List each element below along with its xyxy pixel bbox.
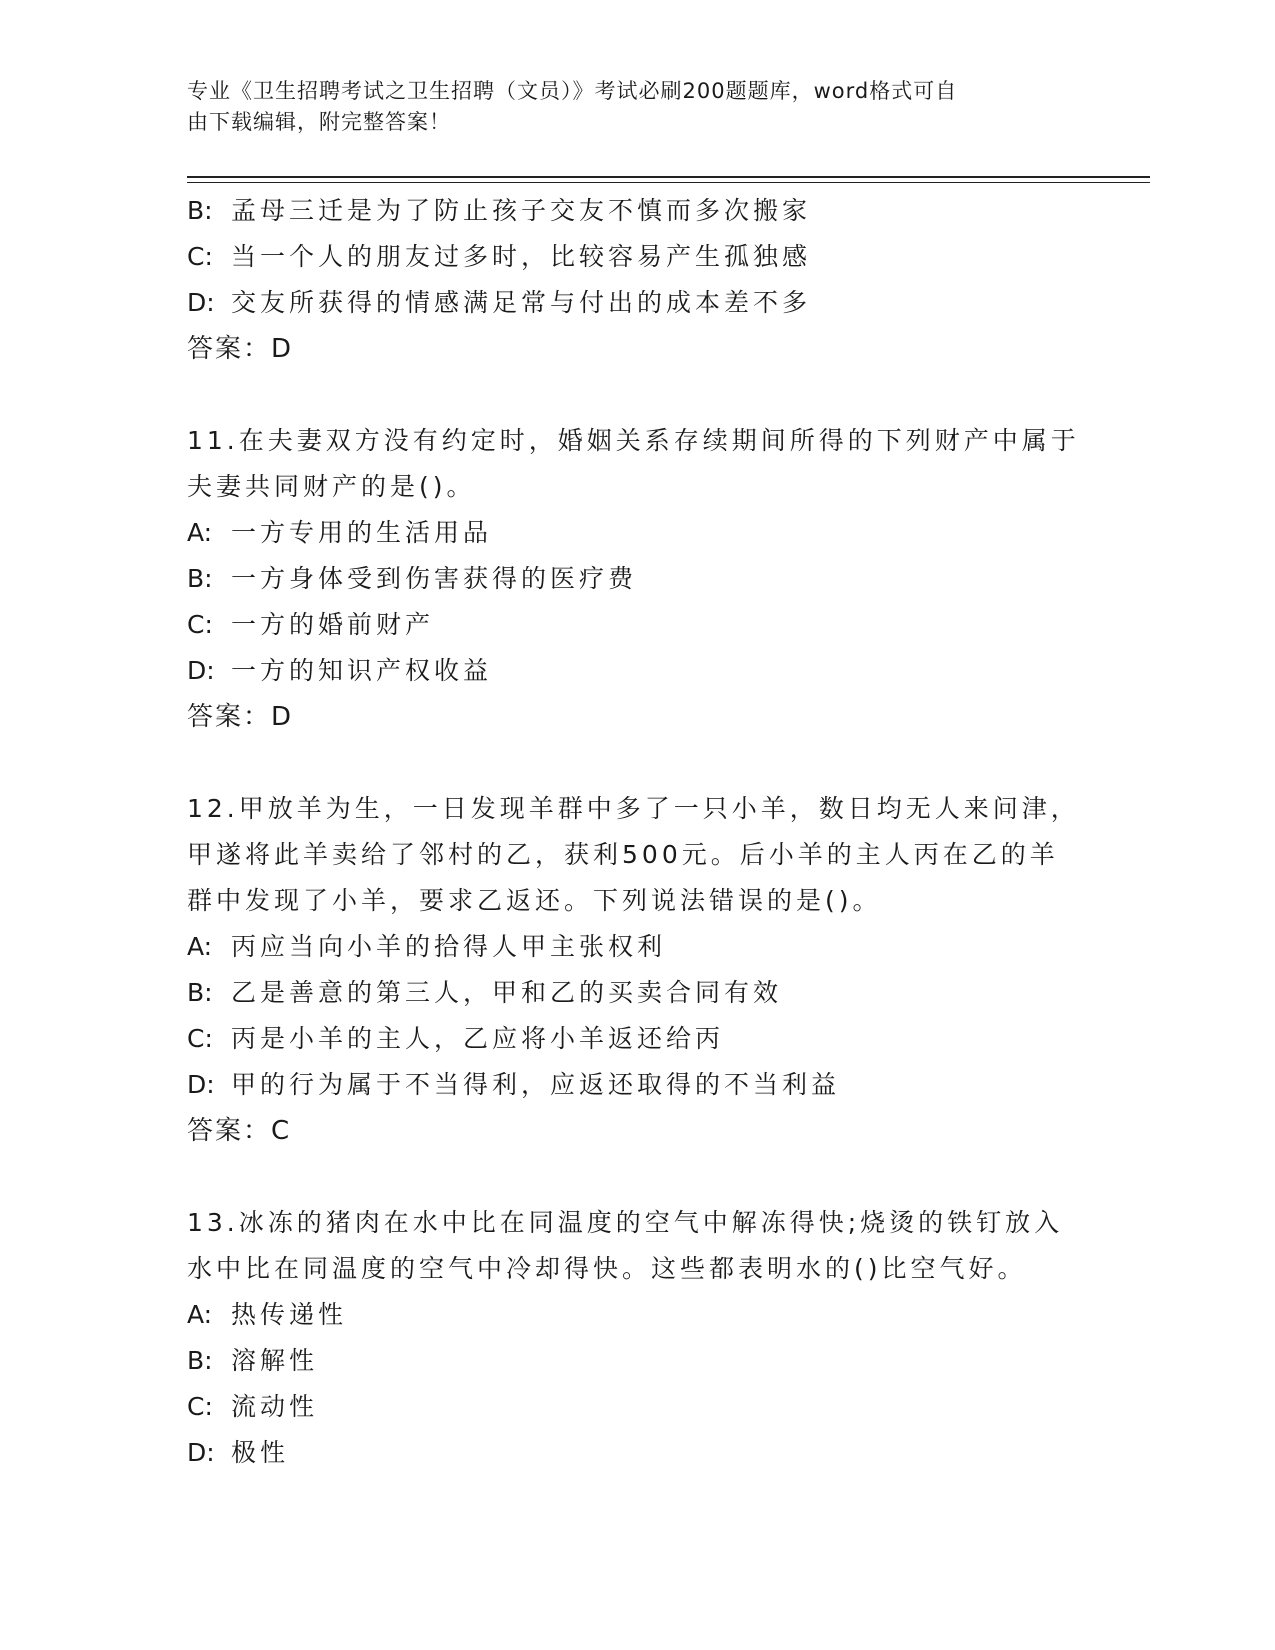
option-text: 甲的行为属于不当得利，应返还取得的不当利益	[231, 1070, 841, 1099]
option-key: C:	[187, 610, 213, 639]
option-key: C:	[187, 242, 213, 271]
option-key: B:	[187, 978, 213, 1007]
option-d	[187, 280, 1087, 326]
option-key: B:	[187, 1346, 213, 1375]
option-d	[187, 648, 1087, 694]
header-divider-thin	[187, 182, 1150, 183]
document-header	[187, 76, 1067, 138]
question-stem: 夫妻共同财产的是()。	[187, 472, 476, 501]
option-a	[187, 510, 1087, 556]
question-block-13	[187, 1200, 1087, 1476]
question-list	[187, 188, 1087, 1476]
spacer	[187, 372, 1087, 418]
option-key: B:	[187, 564, 213, 593]
option-text: 当一个人的朋友过多时，比较容易产生孤独感	[231, 242, 812, 271]
option-b	[187, 970, 1087, 1016]
option-d	[187, 1430, 1087, 1476]
question-block-12	[187, 786, 1087, 1154]
option-d	[187, 1062, 1087, 1108]
option-key: C:	[187, 1392, 213, 1421]
option-text: 丙应当向小羊的拾得人甲主张权利	[231, 932, 667, 961]
question-stem: 群中发现了小羊，要求乙返还。下列说法错误的是()。	[187, 886, 882, 915]
option-text: 一方的知识产权收益	[231, 656, 493, 685]
question-stem: 水中比在同温度的空气中冷却得快。这些都表明水的()比空气好。	[187, 1254, 1027, 1283]
option-text: 乙是善意的第三人，甲和乙的买卖合同有效	[231, 978, 783, 1007]
option-text: 热传递性	[231, 1300, 348, 1329]
option-c	[187, 234, 1087, 280]
option-text: 孟母三迁是为了防止孩子交友不慎而多次搬家	[231, 196, 812, 225]
option-key: D:	[187, 1070, 215, 1099]
option-key: A:	[187, 1300, 213, 1329]
header-line-1: 专业《卫生招聘考试之卫生招聘（文员）》考试必刷200题题库，word格式可自	[187, 79, 958, 103]
option-text: 流动性	[231, 1392, 319, 1421]
answer-line: 答案：C	[187, 1116, 292, 1146]
header-line-2: 由下载编辑，附完整答案！	[187, 110, 451, 134]
option-text: 交友所获得的情感满足常与付出的成本差不多	[231, 288, 812, 317]
option-c	[187, 602, 1087, 648]
option-key: A:	[187, 518, 213, 547]
option-b	[187, 1338, 1087, 1384]
option-a	[187, 1292, 1087, 1338]
question-stem: 12.甲放羊为生，一日发现羊群中多了一只小羊，数日均无人来问津，	[187, 794, 1080, 823]
option-key: A:	[187, 932, 213, 961]
option-c	[187, 1016, 1087, 1062]
option-b	[187, 556, 1087, 602]
spacer	[187, 740, 1087, 786]
question-block-continued	[187, 188, 1087, 372]
option-key: C:	[187, 1024, 213, 1053]
option-a	[187, 924, 1087, 970]
option-key: B:	[187, 196, 213, 225]
answer-line: 答案：D	[187, 702, 294, 732]
option-key: D:	[187, 1438, 215, 1467]
question-stem: 13.冰冻的猪肉在水中比在同温度的空气中解冻得快;烧烫的铁钉放入	[187, 1208, 1064, 1237]
option-key: D:	[187, 656, 215, 685]
question-stem: 甲遂将此羊卖给了邻村的乙，获利500元。后小羊的主人丙在乙的羊	[187, 840, 1059, 869]
question-block-11	[187, 418, 1087, 740]
option-b	[187, 188, 1087, 234]
option-text: 一方身体受到伤害获得的医疗费	[231, 564, 638, 593]
option-text: 溶解性	[231, 1346, 319, 1375]
option-text: 一方专用的生活用品	[231, 518, 493, 547]
option-text: 一方的婚前财产	[231, 610, 435, 639]
option-key: D:	[187, 288, 215, 317]
spacer	[187, 1154, 1087, 1200]
option-text: 丙是小羊的主人，乙应将小羊返还给丙	[231, 1024, 725, 1053]
header-divider-thick	[187, 176, 1150, 178]
question-stem: 11.在夫妻双方没有约定时，婚姻关系存续期间所得的下列财产中属于	[187, 426, 1080, 455]
answer-line: 答案：D	[187, 334, 294, 364]
option-text: 极性	[231, 1438, 290, 1467]
option-c	[187, 1384, 1087, 1430]
